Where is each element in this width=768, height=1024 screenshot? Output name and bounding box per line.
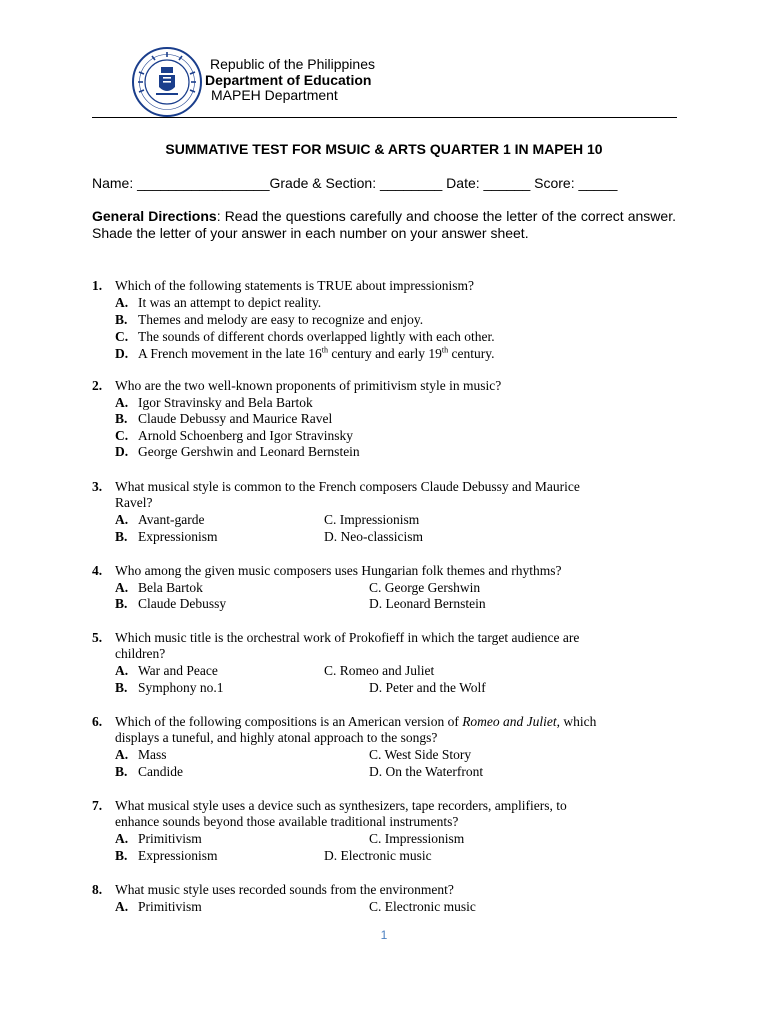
header-department: Department of Education — [205, 72, 372, 88]
option-text: Mass — [138, 747, 167, 762]
option-text: D. Peter and the Wolf — [369, 680, 486, 695]
question-number: 8. — [92, 882, 103, 897]
option-text: Igor Stravinsky and Bela Bartok — [138, 395, 313, 410]
general-directions — [92, 208, 676, 242]
option-text: D. Electronic music — [324, 848, 432, 863]
option-letter: B. — [115, 529, 128, 544]
option-letter: B. — [115, 312, 128, 327]
option-text: It was an attempt to depict reality. — [138, 295, 322, 310]
option-letter: A. — [115, 663, 129, 678]
option-text: Arnold Schoenberg and Igor Stravinsky — [138, 428, 353, 443]
option-text: C. West Side Story — [369, 747, 472, 762]
question-text: What musical style uses a device such as synthesizers, tape recorders, amplifiers, to — [115, 798, 567, 813]
option-letter: D. — [115, 346, 129, 361]
question-number: 6. — [92, 714, 103, 729]
directions-label: General Directions — [92, 208, 217, 224]
question-text: Which of the following compositions is an American version of Romeo and Juliet, which — [115, 714, 597, 729]
option-text: C. Impressionism — [369, 831, 465, 846]
question-text: Who are the two well-known proponents of primitivism style in music? — [115, 378, 502, 393]
option-letter: B. — [115, 680, 128, 695]
option-text: C. Impressionism — [324, 512, 420, 527]
option-text: Avant-garde — [138, 512, 205, 527]
option-letter: B. — [115, 848, 128, 863]
option-letter: C. — [115, 428, 129, 443]
option-text: Primitivism — [138, 831, 202, 846]
deped-seal-icon — [132, 47, 202, 117]
question-number: 3. — [92, 479, 103, 494]
question-text: Ravel? — [115, 495, 153, 510]
header-divider — [92, 117, 677, 118]
option-text: Claude Debussy and Maurice Ravel — [138, 411, 333, 426]
option-text: A French movement in the late 16th century and early 19th century. — [138, 345, 495, 361]
option-letter: A. — [115, 831, 129, 846]
option-text: C. Romeo and Juliet — [324, 663, 435, 678]
option-text: Claude Debussy — [138, 596, 227, 611]
question-text: children? — [115, 646, 166, 661]
option-text: Primitivism — [138, 899, 202, 914]
header-republic: Republic of the Philippines — [210, 56, 375, 72]
student-info-line: Name: _________________Grade & Section: ________ Date: ______ Score: _____ — [92, 175, 618, 191]
question-text: enhance sounds beyond those available traditional instruments? — [115, 814, 459, 829]
option-text: C. Electronic music — [369, 899, 476, 914]
option-text: D. Neo-classicism — [324, 529, 423, 544]
option-letter: A. — [115, 580, 129, 595]
directions-text: : Read the questions carefully and choose the letter of the correct answer. Shade the letter of your answer in each number on your answer sheet. — [92, 208, 676, 241]
option-letter: C. — [115, 329, 129, 344]
option-letter: A. — [115, 899, 129, 914]
option-text: Bela Bartok — [138, 580, 203, 595]
option-letter: A. — [115, 747, 129, 762]
question-text: displays a tuneful, and highly atonal approach to the songs? — [115, 730, 438, 745]
page-title: SUMMATIVE TEST FOR MSUIC & ARTS QUARTER 1 IN MAPEH 10 — [165, 141, 603, 157]
option-letter: A. — [115, 395, 129, 410]
page-number: 1 — [380, 928, 388, 942]
option-letter: B. — [115, 596, 128, 611]
option-text: Expressionism — [138, 529, 218, 544]
option-text: George Gershwin and Leonard Bernstein — [138, 444, 360, 459]
option-letter: A. — [115, 512, 129, 527]
question-number: 2. — [92, 378, 103, 393]
option-text: Symphony no.1 — [138, 680, 224, 695]
question-text: Which music title is the orchestral work of Prokofieff in which the target audience are — [115, 630, 580, 645]
option-letter: B. — [115, 411, 128, 426]
question-text: What musical style is common to the French composers Claude Debussy and Maurice — [115, 479, 580, 494]
question-text: Who among the given music composers uses Hungarian folk themes and rhythms? — [115, 563, 562, 578]
option-text: War and Peace — [138, 663, 218, 678]
question-text: What music style uses recorded sounds from the environment? — [115, 882, 454, 897]
option-letter: A. — [115, 295, 129, 310]
option-text: D. On the Waterfront — [369, 764, 484, 779]
option-text: C. George Gershwin — [369, 580, 481, 595]
question-number: 4. — [92, 563, 103, 578]
question-number: 1. — [92, 278, 103, 293]
option-text: D. Leonard Bernstein — [369, 596, 486, 611]
option-text: Candide — [138, 764, 183, 779]
header-unit: MAPEH Department — [211, 87, 338, 103]
option-letter: B. — [115, 764, 128, 779]
question-number: 7. — [92, 798, 103, 813]
option-letter: D. — [115, 444, 129, 459]
question-text: Which of the following statements is TRUE about impressionism? — [115, 278, 474, 293]
question-number: 5. — [92, 630, 103, 645]
option-text: The sounds of different chords overlapped lightly with each other. — [138, 329, 495, 344]
option-text: Expressionism — [138, 848, 218, 863]
option-text: Themes and melody are easy to recognize and enjoy. — [138, 312, 424, 327]
